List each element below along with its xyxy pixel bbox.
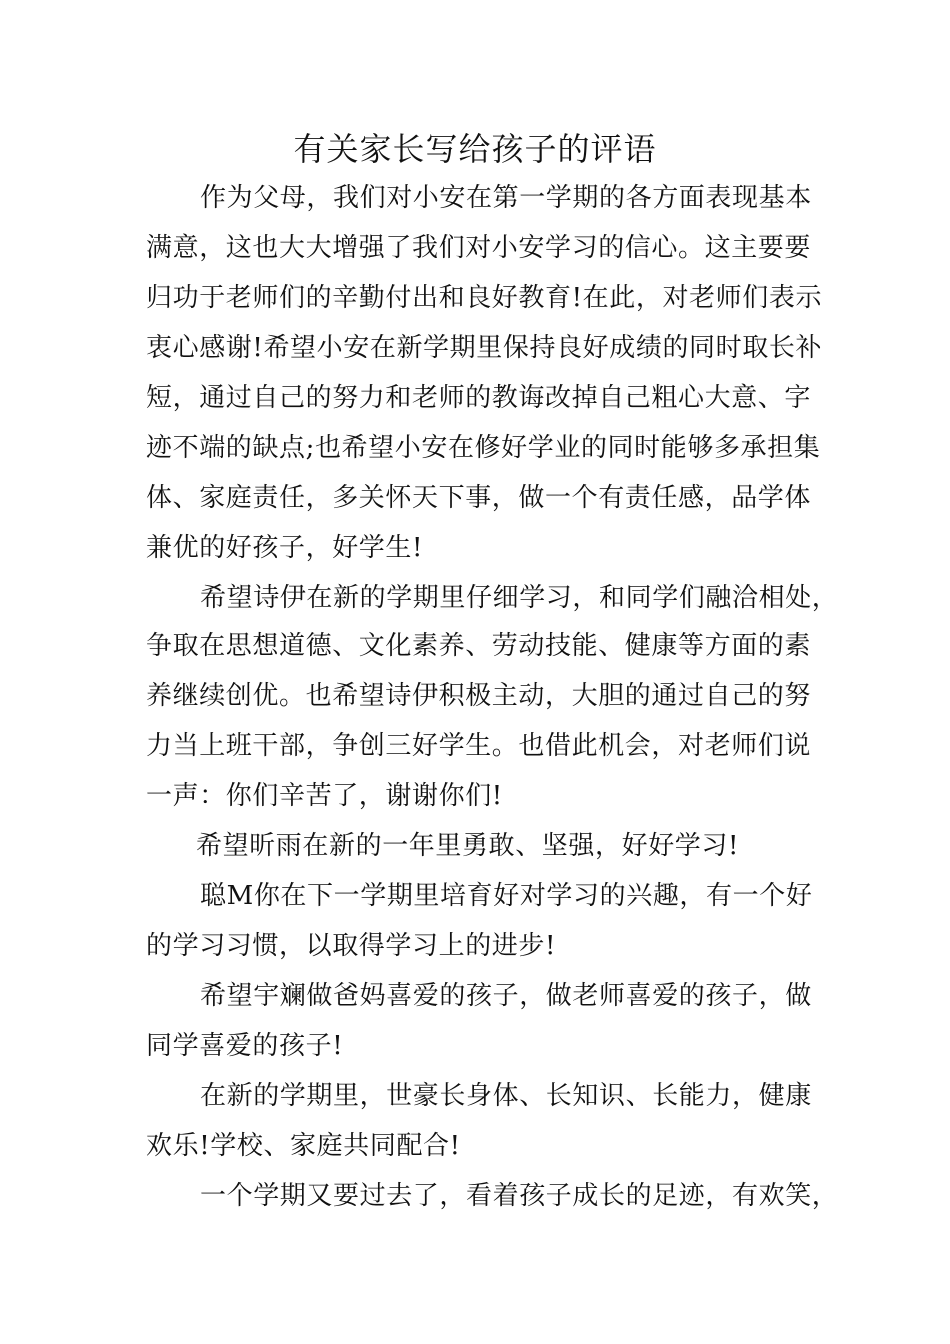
- text-line: 体、家庭责任，多关怀天下事，做一个有责任感，品学体: [146, 483, 812, 513]
- text-line: 希望诗伊在新的学期里仔细学习，和同学们融洽相处，: [200, 583, 839, 613]
- text-line: 衷心感谢!希望小安在新学期里保持良好成绩的同时取长补: [146, 333, 823, 363]
- text-line: 兼优的好孩子，好学生!: [146, 533, 424, 563]
- text-line: 一声：你们辛苦了，谢谢你们!: [146, 781, 503, 811]
- text-line: 同学喜爱的孩子!: [146, 1031, 344, 1061]
- text-line: 聪M你在下一学期里培育好对学习的兴趣，有一个好: [200, 881, 813, 911]
- text-line: 希望昕雨在新的一年里勇敢、坚强，好好学习!: [196, 831, 740, 861]
- document-title: 有关家长写给孩子的评语: [293, 130, 657, 168]
- text-line: 希望宇斓做爸妈喜爱的孩子，做老师喜爱的孩子，做: [200, 981, 812, 1011]
- text-line: 满意，这也大大增强了我们对小安学习的信心。这主要要: [146, 233, 812, 263]
- text-line: 欢乐!学校、家庭共同配合!: [146, 1131, 461, 1161]
- text-line: 争取在思想道德、文化素养、劳动技能、健康等方面的素: [146, 631, 812, 661]
- text-line: 的学习习惯，以取得学习上的进步!: [146, 931, 557, 961]
- text-line: 一个学期又要过去了，看着孩子成长的足迹，有欢笑，: [200, 1181, 839, 1211]
- text-line: 归功于老师们的辛勤付出和良好教育!在此，对老师们表示: [146, 283, 823, 313]
- text-line: 在新的学期里，世豪长身体、长知识、长能力，健康: [200, 1081, 812, 1111]
- text-line: 力当上班干部，争创三好学生。也借此机会，对老师们说: [146, 731, 812, 761]
- text-line: 养继续创优。也希望诗伊积极主动，大胆的通过自己的努: [146, 681, 812, 711]
- text-line: 作为父母，我们对小安在第一学期的各方面表现基本: [200, 183, 812, 213]
- text-line: 迹不端的缺点;也希望小安在修好学业的同时能够多承担集: [146, 433, 821, 463]
- text-line: 短，通过自己的努力和老师的教诲改掉自己粗心大意、字: [146, 383, 812, 413]
